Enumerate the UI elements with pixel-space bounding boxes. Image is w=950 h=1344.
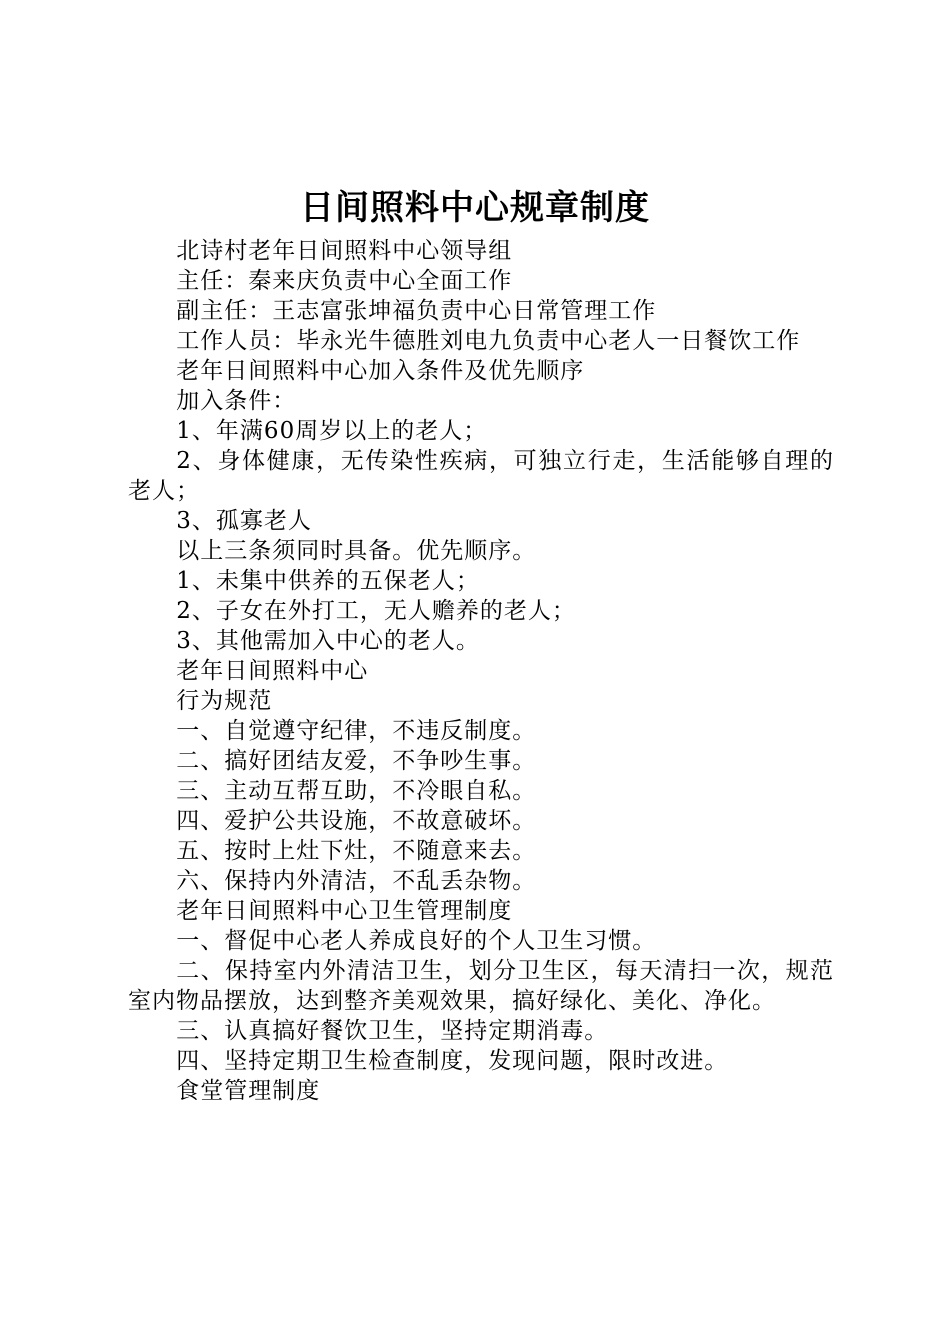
paragraph: 2、子女在外打工，无人赡养的老人；: [176, 598, 576, 624]
paragraph: 四、坚持定期卫生检查制度，发现问题，限时改进。: [176, 1048, 729, 1074]
paragraph: 工作人员：毕永光牛德胜刘电九负责中心老人一日餐饮工作: [176, 328, 801, 354]
paragraph: 北诗村老年日间照料中心领导组: [176, 238, 513, 264]
paragraph: 1、年满60周岁以上的老人；: [176, 418, 488, 444]
paragraph: 3、其他需加入中心的老人。: [176, 628, 480, 654]
paragraph: 一、督促中心老人养成良好的个人卫生习惯。: [176, 928, 657, 954]
paragraph: 行为规范: [176, 688, 273, 714]
paragraph: 六、保持内外清洁，不乱丢杂物。: [176, 868, 537, 894]
paragraph: 老年日间照料中心加入条件及优先顺序: [176, 358, 585, 384]
paragraph: 五、按时上灶下灶，不随意来去。: [176, 838, 537, 864]
paragraph: 加入条件：: [176, 388, 297, 414]
paragraph: 三、认真搞好餐饮卫生，坚持定期消毒。: [176, 1018, 609, 1044]
paragraph: 一、自觉遵守纪律，不违反制度。: [176, 718, 537, 744]
document-title: 日间照料中心规章制度: [300, 188, 650, 228]
paragraph: 主任：秦来庆负责中心全面工作: [176, 268, 513, 294]
paragraph: 四、爱护公共设施，不故意破坏。: [176, 808, 537, 834]
paragraph: 二、搞好团结友爱，不争吵生事。: [176, 748, 537, 774]
paragraph: 老年日间照料中心卫生管理制度: [176, 898, 513, 924]
paragraph: 老年日间照料中心: [176, 658, 369, 684]
paragraph: 3、孤寡老人: [176, 508, 312, 534]
paragraph: 副主任：王志富张坤福负责中心日常管理工作: [176, 298, 657, 324]
paragraph: 以上三条须同时具备。优先顺序。: [176, 538, 537, 564]
paragraph: 食堂管理制度: [176, 1078, 321, 1104]
document-body: [128, 236, 834, 1106]
paragraph: 三、主动互帮互助，不冷眼自私。: [176, 778, 537, 804]
paragraph: 2、身体健康，无传染性疾病，可独立行走，生活能够自理的老人；: [128, 448, 834, 504]
paragraph: 二、保持室内外清洁卫生，划分卫生区，每天清扫一次，规范室内物品摆放，达到整齐美观效果，搞好绿化、美化、净化。: [128, 958, 834, 1014]
paragraph: 1、未集中供养的五保老人；: [176, 568, 480, 594]
